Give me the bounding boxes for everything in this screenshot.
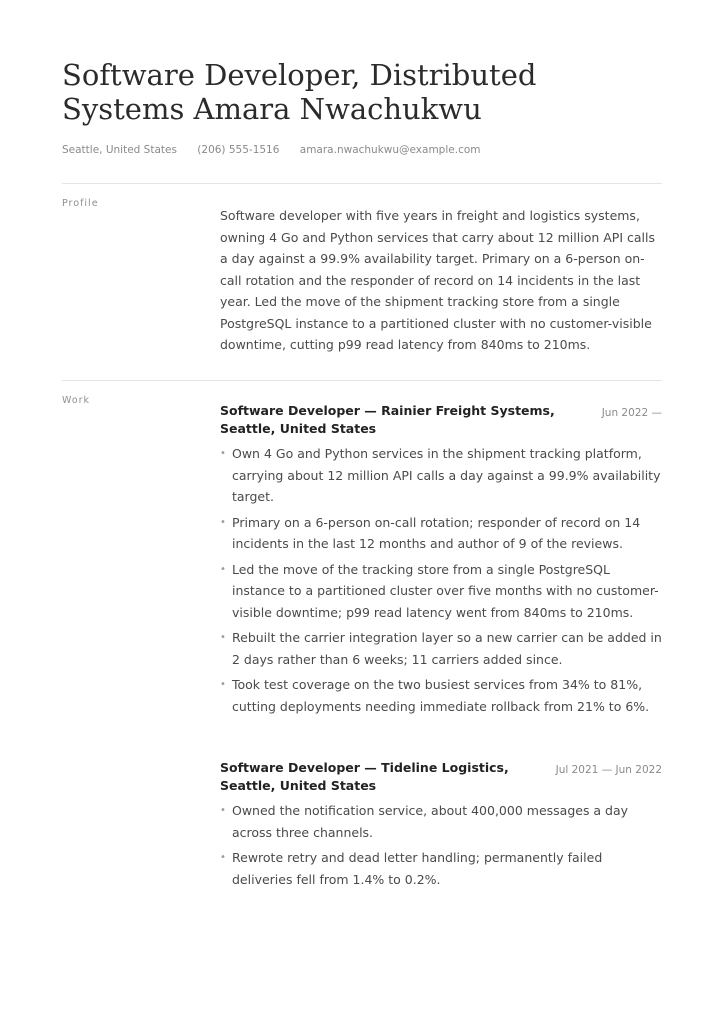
phone-text: (206) 555-1516	[197, 144, 280, 156]
job-bullet: • Primary on a 6-person on-call rotation; responder of record on 14 incidents in the last 12 months and author of 9 of the reviews.	[220, 512, 662, 555]
job-entry	[220, 402, 662, 721]
section-label-work: Work	[62, 395, 91, 406]
job-bullet: • Owned the notification service, about 400,000 messages a day across three channels.	[220, 800, 662, 843]
profile-summary: Software developer with five years in freight and logistics systems, owning 4 Go and Python services that carry about 12 million API calls a day against a 99.9% availability target. Primary on a 6-person on-call rotation and the responder of record on 14 incidents in the last year. Led the move of the shipment tracking store from a single PostgreSQL instance to a partitioned cluster with no customer-visible downtime, cutting p99 read latency from 840ms to 210ms.	[220, 208, 655, 352]
job-title: Software Developer — Tideline Logistics, Seattle, United States	[220, 760, 509, 793]
job-header	[220, 759, 662, 795]
job-bullet: • Took test coverage on the two busiest services from 34% to 81%, cutting deployments needing immediate rollback from 21% to 6%.	[220, 674, 662, 717]
job-bullets	[220, 443, 662, 717]
email-link[interactable]: amara.nwachukwu@example.com	[299, 144, 481, 156]
job-bullet: • Rebuilt the carrier integration layer so a new carrier can be added in 2 days rather than 6 weeks; 11 carriers added since.	[220, 627, 662, 670]
job-title: Software Developer — Rainier Freight Systems, Seattle, United States	[220, 403, 555, 436]
job-dates: Jun 2022 —	[601, 407, 662, 419]
job-bullet: • Own 4 Go and Python services in the shipment tracking platform, carrying about 12 million API calls a day against a 99.9% availability target.	[220, 443, 662, 508]
location-text: Seattle, United States	[62, 144, 177, 156]
divider	[62, 183, 662, 184]
contact-line	[62, 144, 498, 156]
job-header	[220, 402, 662, 438]
job-bullet: • Led the move of the tracking store from a single PostgreSQL instance to a partitioned cluster over five months with no customer-visible downtime; p99 read latency went from 840ms to 210ms.	[220, 559, 662, 624]
job-dates: Jul 2021 — Jun 2022	[555, 764, 662, 776]
job-bullets	[220, 800, 662, 890]
page-title: Software Developer, Distributed Systems Amara Nwachukwu	[62, 58, 537, 126]
section-label-profile: Profile	[62, 198, 99, 209]
divider	[62, 380, 662, 381]
job-bullet: • Rewrote retry and dead letter handling; permanently failed deliveries fell from 1.4% to 0.2%.	[220, 847, 662, 890]
job-entry	[220, 759, 662, 894]
